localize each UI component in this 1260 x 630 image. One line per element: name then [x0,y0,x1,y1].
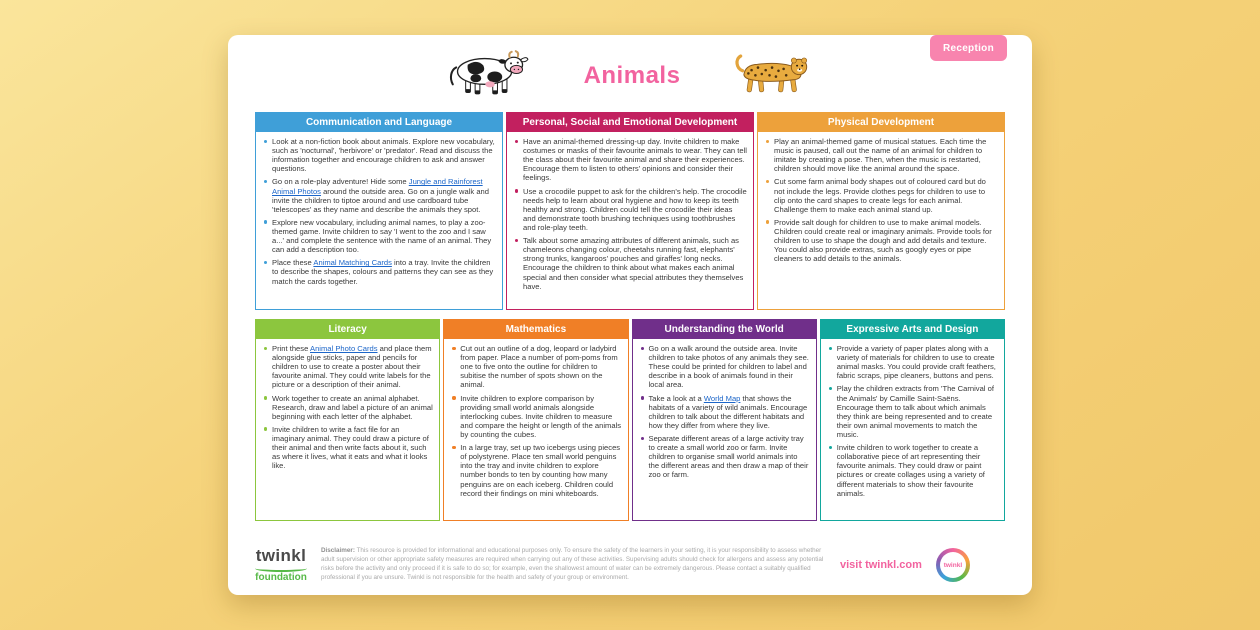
bullet-item: Cut out an outline of a dog, leopard or ladybird from paper. Place a number of pom-poms from one to five onto the outline for children to subitise the number of spots shown on the animal. [450,344,621,390]
sections-row-bottom [255,319,1005,521]
bullet-item: Work together to create an animal alphabet. Research, draw and label a picture of an animal beginning with each letter of the alphabet. [262,394,433,421]
bullet-item: Take a look at a World Map that shows the habitats of a variety of wild animals. Encourage children to talk about the different habitats and how they differ from where they live. [639,394,810,430]
bullet-item: Play the children extracts from 'The Carnival of the Animals' by Camille Saint-Saëns. Encourage them to talk about which animals they think are being represented and to create their own animal movements to match the music. [827,384,998,439]
bullet-item: Invite children to work together to create a collaborative piece of art representing their favourite animals. They could draw or paint pictures or create collages using a variety of different materials to show their favourite animals. [827,443,998,498]
bullet-item: Invite children to explore comparison by providing small world animals alongside interlocking cubes. Invite children to measure and compare the height or length of the animals by counting the cubes. [450,394,621,440]
twinkl-foundation-logo [255,547,307,583]
page-header [255,35,1005,109]
bullet-item: Talk about some amazing attributes of different animals, such as chameleons changing colour, cheetahs running fast, elephants' strong trunks, kangaroos' pouches and giraffes' long necks. Encourage the children to think about what makes each animal special and then consider what special attributes they themselves have. [513,236,747,291]
section-header: Communication and Language [256,113,502,132]
disclaimer-label: Disclaimer: [321,547,355,555]
section-understanding-world [632,319,817,521]
bullet-item: Provide a variety of paper plates along with a variety of materials for children to use to create animal masks. You could provide craft feathers, fabric scraps, pipe cleaners, buttons and pens. [827,344,998,380]
resource-link[interactable]: Animal Matching Cards [313,258,392,268]
logo-swoosh [255,565,307,572]
section-body [758,132,1004,309]
section-bullet-list [827,344,998,498]
resource-link[interactable]: World Map [703,393,741,403]
twinkl-logo-inner: twinkl [940,552,966,578]
bullet-item: Go on a role-play adventure! Hide some Jungle and Rainforest Animal Photos around the outside area. Go on a jungle walk and invite the children to tiptoe around and use cardboard tube 'telescopes' as they name and describe the animals they spot. [262,177,496,213]
bullet-item: Use a crocodile puppet to ask for the children's help. The crocodile needs help to learn about oral hygiene and how to keep its teeth healthy and strong. Children could tell the crocodile their ideas and demonstrate tooth brushing techniques using toothbrushes and role-play teeth. [513,187,747,233]
section-body [507,132,753,309]
bullet-item: Print these Animal Photo Cards and place them alongside glue sticks, paper and pencils for children to use to create a poster about their favourite animal. They could write labels for the picture or a description of their animal. [262,344,433,390]
disclaimer-text [321,547,826,582]
section-body [256,339,439,520]
visit-twinkl-link[interactable]: visit twinkl.com [840,559,922,571]
twinkl-logo [936,548,970,582]
leopard-illustration [732,49,816,104]
section-bullet-list [764,137,998,263]
bullet-item: Go on a walk around the outside area. Invite children to take photos of any animals they see. These could be printed for children to label and describe in a book of animals found in their local area. [639,344,810,390]
cow-illustration [444,47,532,105]
section-body [633,339,816,520]
foundation-logo-text: foundation [255,572,307,583]
section-bullet-list [262,137,496,286]
sections-row-top [255,112,1005,310]
section-header: Literacy [256,320,439,339]
section-mathematics [443,319,628,521]
bullet-item: In a large tray, set up two icebergs using pieces of polystyrene. Place ten small world penguins into the tray and invite children to explore number bonds to ten by counting how many penguins are on each iceberg. Children could record their findings on mini whiteboards. [450,443,621,498]
bullet-item: Have an animal-themed dressing-up day. Invite children to make costumes or masks of their favourite animals to wear. They can tell the class about their favourite animal and share their experiences. Encourage them to listen to others' opinions and consider their feelings. [513,137,747,183]
section-expressive-arts [820,319,1005,521]
bullet-item: Play an animal-themed game of musical statues. Each time the music is paused, call out the name of an animal for children to imitate by creating a pose. Then, when the music is restarted, children should move like the animal around the space. [764,137,998,173]
section-header: Physical Development [758,113,1004,132]
section-bullet-list [450,344,621,498]
bullet-item: Place these Animal Matching Cards into a tray. Invite the children to describe the shapes, colours and patterns they can see as they match the cards together. [262,258,496,285]
section-bullet-list [639,344,810,480]
section-header: Mathematics [444,320,627,339]
bullet-item: Separate different areas of a large activity tray to create a small world zoo or farm. Invite children to organise small world animals into the different areas and then draw a map of their zoo or farm. [639,434,810,480]
bullet-item: Cut some farm animal body shapes out of coloured card but do not include the legs. Provide clothes pegs for children to use to clip onto the card shapes to create legs for each animal. Challenge them to make each animal stand up. [764,177,998,213]
section-header: Understanding the World [633,320,816,339]
bullet-item: Explore new vocabulary, including animal names, to play a zoo-themed game. Invite children to say 'I went to the zoo and I saw a...' and complete the sentence with the name of an animal. They can add a description too. [262,218,496,254]
bullet-item: Invite children to write a fact file for an imaginary animal. They could draw a picture of their animal and then write facts about it, such as where it lives, what it eats and what it looks like. [262,425,433,471]
section-body [256,132,502,309]
resource-page [228,35,1032,595]
section-communication-language [255,112,503,310]
section-body [444,339,627,520]
section-header: Personal, Social and Emotional Development [507,113,753,132]
section-header: Expressive Arts and Design [821,320,1004,339]
section-literacy [255,319,440,521]
resource-link[interactable]: Animal Photo Cards [310,344,378,353]
section-psed [506,112,754,310]
bullet-item: Look at a non-fiction book about animals. Explore new vocabulary, such as 'nocturnal', 'herbivore' or 'predator'. Read and discuss the information together and encourage children to ask and answer questions. [262,137,496,173]
section-bullet-list [513,137,747,291]
page-footer [255,547,1005,583]
page-title: Animals [583,62,681,89]
reception-badge: Reception [930,35,1007,61]
section-bullet-list [262,344,433,470]
section-physical-development [757,112,1005,310]
section-body [821,339,1004,520]
resource-link[interactable]: Jungle and Rainforest Animal Photos [272,177,483,196]
disclaimer-body: This resource is provided for informational and educational purposes only. To ensure the safety of the learners in your setting, it is your responsibility to assess whether adult supervision or other appropriate safety measures are required when carrying out any of these activities. Supervising adults should check for allergens and assess any potential risks before the activity and only proceed if it is safe to do so; for example, even the shallowest amount of water can be extremely dangerous. Please contact a suitably qualified professional if you are unsure. Twinkl is not responsible for the health and safety of your group or environment. [321,547,824,581]
twinkl-logo-text: twinkl [255,546,307,565]
bullet-item: Provide salt dough for children to use to make animal models. Children could create real or imaginary animals. Provide tools for children to use to shape the dough and add details and texture. You could also provide extras, such as googly eyes or pipe cleaners to add details to the animals. [764,218,998,264]
